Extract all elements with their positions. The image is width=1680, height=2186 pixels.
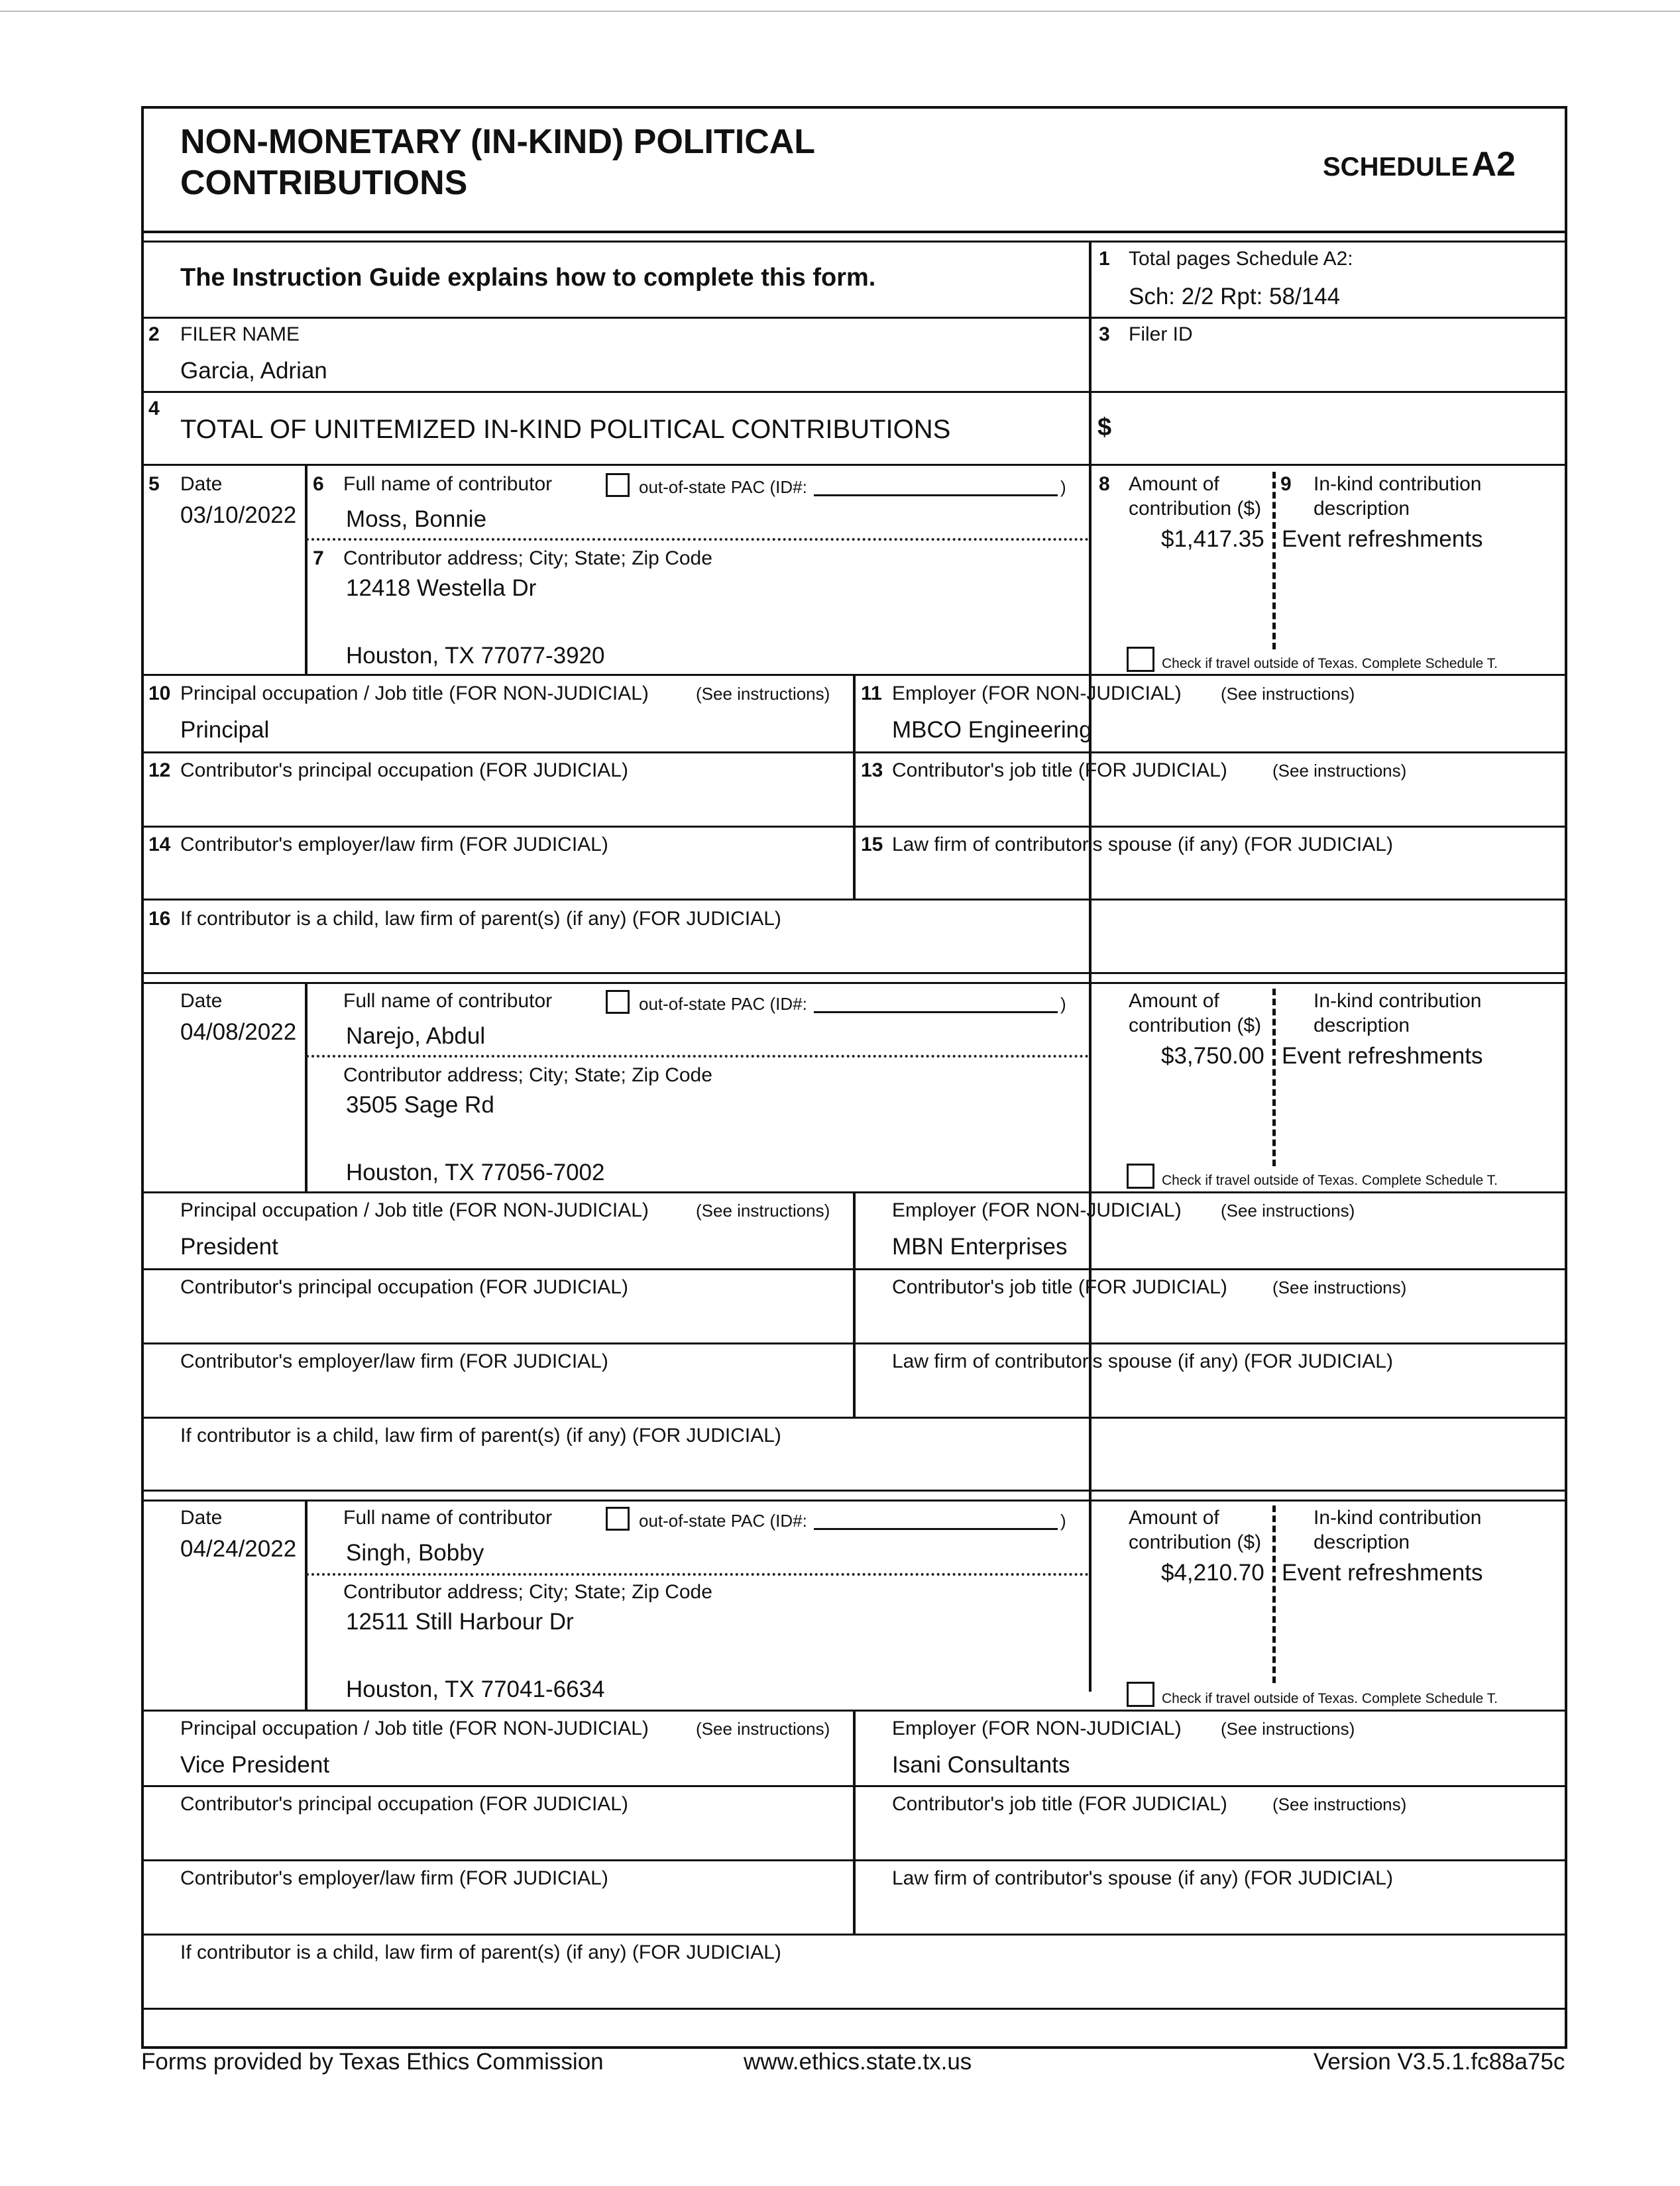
amount-label-1: Amount of <box>1129 990 1219 1012</box>
employer-nonjud-label: Employer (FOR NON-JUDICIAL) <box>892 1718 1182 1739</box>
field-num-child-firm: 16 <box>148 908 171 930</box>
travel-label: Check if travel outside of Texas. Complete Schedule T. <box>1162 1691 1498 1706</box>
travel-label: Check if travel outside of Texas. Complete Schedule T. <box>1162 1173 1498 1188</box>
description-label-1: In-kind contribution <box>1314 990 1482 1012</box>
amount-label-1: Amount of <box>1129 473 1219 495</box>
out-of-state-pac-label: out-of-state PAC (ID#: <box>639 994 807 1014</box>
full-name-label: Full name of contributor <box>343 990 553 1012</box>
occupation-nonjud-label: Principal occupation / Job title (FOR NON-JUDICIAL) <box>180 1199 649 1221</box>
see-instructions-job-title: (See instructions) <box>1272 1278 1407 1297</box>
contributor-address2: Houston, TX 77056-7002 <box>346 1160 605 1185</box>
see-instructions-job-title: (See instructions) <box>1272 761 1407 781</box>
contributor-employer: MBN Enterprises <box>892 1234 1068 1260</box>
pac-close: ) <box>1060 994 1066 1014</box>
contributor-employer: MBCO Engineering <box>892 717 1092 743</box>
schedule-word: SCHEDULE <box>1323 152 1469 182</box>
contributor-address2: Houston, TX 77077-3920 <box>346 643 605 669</box>
see-instructions-job-title: (See instructions) <box>1272 1794 1407 1814</box>
field-num-date: 5 <box>148 473 160 495</box>
travel-checkbox[interactable] <box>1127 1164 1154 1189</box>
out-of-state-pac-label: out-of-state PAC (ID#: <box>639 477 807 497</box>
see-instructions-occupation: (See instructions) <box>696 684 830 704</box>
field-num-employer-jud: 14 <box>148 834 171 855</box>
see-instructions-employer: (See instructions) <box>1221 1719 1355 1739</box>
employer-jud-label: Contributor's employer/law firm (FOR JUDICIAL) <box>180 1867 608 1889</box>
job-title-jud-label: Contributor's job title (FOR JUDICIAL) <box>892 759 1227 781</box>
total-unitemized-label: TOTAL OF UNITEMIZED IN-KIND POLITICAL CONTRIBUTIONS <box>180 415 951 444</box>
form-title-line2: CONTRIBUTIONS <box>180 164 468 202</box>
filer-id-num: 3 <box>1099 323 1110 345</box>
out-of-state-pac-label: out-of-state PAC (ID#: <box>639 1511 807 1531</box>
contribution-date: 04/08/2022 <box>180 1019 297 1045</box>
contribution-date: 04/24/2022 <box>180 1536 297 1562</box>
description-label-2: description <box>1314 1531 1410 1553</box>
contributor-address1: 12511 Still Harbour Dr <box>346 1609 574 1635</box>
occupation-nonjud-label: Principal occupation / Job title (FOR NON-JUDICIAL) <box>180 1718 649 1739</box>
employer-jud-label: Contributor's employer/law firm (FOR JUDICIAL) <box>180 834 608 855</box>
occupation-nonjud-label: Principal occupation / Job title (FOR NON-JUDICIAL) <box>180 683 649 704</box>
see-instructions-employer: (See instructions) <box>1221 684 1355 704</box>
schedule-code: A2 <box>1471 145 1516 184</box>
contributor-name: Moss, Bonnie <box>346 506 487 532</box>
child-firm-label: If contributor is a child, law firm of parent(s) (if any) (FOR JUDICIAL) <box>180 1941 781 1963</box>
pac-id-line[interactable] <box>814 1011 1058 1013</box>
field-num-employer: 11 <box>861 683 882 704</box>
spouse-firm-label: Law firm of contributor's spouse (if any) (FOR JUDICIAL) <box>892 1867 1393 1889</box>
field-num-spouse-firm: 15 <box>861 834 883 855</box>
occupation-jud-label: Contributor's principal occupation (FOR JUDICIAL) <box>180 1276 628 1298</box>
job-title-jud-label: Contributor's job title (FOR JUDICIAL) <box>892 1793 1227 1815</box>
address-label: Contributor address; City; State; Zip Code <box>343 1064 712 1086</box>
amount-label-1: Amount of <box>1129 1507 1219 1529</box>
job-title-jud-label: Contributor's job title (FOR JUDICIAL) <box>892 1276 1227 1298</box>
field-num-address: 7 <box>313 547 324 569</box>
instruction-text: The Instruction Guide explains how to complete this form. <box>180 264 876 292</box>
travel-checkbox[interactable] <box>1127 1682 1154 1707</box>
contributor-occupation: Vice President <box>180 1752 330 1778</box>
amount-label-2: contribution ($) <box>1129 1014 1262 1036</box>
description-label-2: description <box>1314 498 1410 519</box>
field-num-occupation: 10 <box>148 683 171 704</box>
employer-jud-label: Contributor's employer/law firm (FOR JUDICIAL) <box>180 1350 608 1372</box>
contribution-date: 03/10/2022 <box>180 502 297 528</box>
filer-name-value: Garcia, Adrian <box>180 358 327 384</box>
out-of-state-pac-checkbox[interactable] <box>606 1507 630 1531</box>
filer-id-label: Filer ID <box>1129 323 1193 345</box>
contributor-occupation: President <box>180 1234 278 1260</box>
contribution-description: Event refreshments <box>1282 526 1483 552</box>
top-scan-edge <box>0 11 1680 12</box>
full-name-label: Full name of contributor <box>343 1507 553 1529</box>
total-pages-label: Total pages Schedule A2: <box>1129 248 1353 270</box>
total-unitemized-num: 4 <box>148 398 160 419</box>
see-instructions-occupation: (See instructions) <box>696 1201 830 1221</box>
child-firm-label: If contributor is a child, law firm of parent(s) (if any) (FOR JUDICIAL) <box>180 908 781 930</box>
spouse-firm-label: Law firm of contributor's spouse (if any) (FOR JUDICIAL) <box>892 834 1393 855</box>
occupation-jud-label: Contributor's principal occupation (FOR JUDICIAL) <box>180 759 628 781</box>
travel-checkbox[interactable] <box>1127 647 1154 672</box>
contributor-address2: Houston, TX 77041-6634 <box>346 1676 605 1702</box>
field-num-description: 9 <box>1280 473 1292 495</box>
see-instructions-employer: (See instructions) <box>1221 1201 1355 1221</box>
contributor-address1: 3505 Sage Rd <box>346 1092 494 1118</box>
filer-name-num: 2 <box>148 323 160 345</box>
employer-nonjud-label: Employer (FOR NON-JUDICIAL) <box>892 1199 1182 1221</box>
date-label: Date <box>180 1507 223 1529</box>
contributor-name: Narejo, Abdul <box>346 1023 486 1049</box>
amount-label-2: contribution ($) <box>1129 1531 1262 1553</box>
field-num-occupation-jud: 12 <box>148 759 171 781</box>
pac-id-line[interactable] <box>814 494 1058 496</box>
total-pages-value: Sch: 2/2 Rpt: 58/144 <box>1129 284 1341 309</box>
full-name-label: Full name of contributor <box>343 473 553 495</box>
contributor-address1: 12418 Westella Dr <box>346 575 537 601</box>
description-label-1: In-kind contribution <box>1314 1507 1482 1529</box>
out-of-state-pac-checkbox[interactable] <box>606 473 630 497</box>
contribution-description: Event refreshments <box>1282 1560 1483 1586</box>
pac-id-line[interactable] <box>814 1528 1058 1530</box>
filer-name-label: FILER NAME <box>180 323 300 345</box>
dollar-sign: $ <box>1097 413 1112 441</box>
footer-website[interactable]: www.ethics.state.tx.us <box>744 2049 972 2075</box>
out-of-state-pac-checkbox[interactable] <box>606 990 630 1014</box>
contributor-name: Singh, Bobby <box>346 1540 484 1566</box>
schedule-label <box>1323 144 1516 184</box>
contribution-description: Event refreshments <box>1282 1043 1483 1069</box>
pac-close: ) <box>1060 477 1066 497</box>
total-pages-num: 1 <box>1099 248 1110 270</box>
date-label: Date <box>180 990 223 1012</box>
form-title-line1: NON-MONETARY (IN-KIND) POLITICAL <box>180 123 816 161</box>
field-num-job-title-jud: 13 <box>861 759 883 781</box>
travel-label: Check if travel outside of Texas. Complete Schedule T. <box>1162 656 1498 671</box>
field-num-name: 6 <box>313 473 324 495</box>
footer-provider: Forms provided by Texas Ethics Commission <box>141 2049 604 2075</box>
amount-label-2: contribution ($) <box>1129 498 1262 519</box>
child-firm-label: If contributor is a child, law firm of parent(s) (if any) (FOR JUDICIAL) <box>180 1425 781 1447</box>
contribution-amount: $1,417.35 <box>1161 526 1264 552</box>
address-label: Contributor address; City; State; Zip Code <box>343 547 712 569</box>
spouse-firm-label: Law firm of contributor's spouse (if any) (FOR JUDICIAL) <box>892 1350 1393 1372</box>
field-num-amount: 8 <box>1099 473 1110 495</box>
pac-close: ) <box>1060 1511 1066 1531</box>
contribution-amount: $3,750.00 <box>1161 1043 1264 1069</box>
employer-nonjud-label: Employer (FOR NON-JUDICIAL) <box>892 683 1182 704</box>
description-label-1: In-kind contribution <box>1314 473 1482 495</box>
date-label: Date <box>180 473 223 495</box>
contributor-employer: Isani Consultants <box>892 1752 1070 1778</box>
occupation-jud-label: Contributor's principal occupation (FOR JUDICIAL) <box>180 1793 628 1815</box>
contribution-amount: $4,210.70 <box>1161 1560 1264 1586</box>
see-instructions-occupation: (See instructions) <box>696 1719 830 1739</box>
address-label: Contributor address; City; State; Zip Code <box>343 1581 712 1603</box>
footer-version: Version V3.5.1.fc88a75c <box>1314 2049 1565 2075</box>
contributor-occupation: Principal <box>180 717 270 743</box>
description-label-2: description <box>1314 1014 1410 1036</box>
